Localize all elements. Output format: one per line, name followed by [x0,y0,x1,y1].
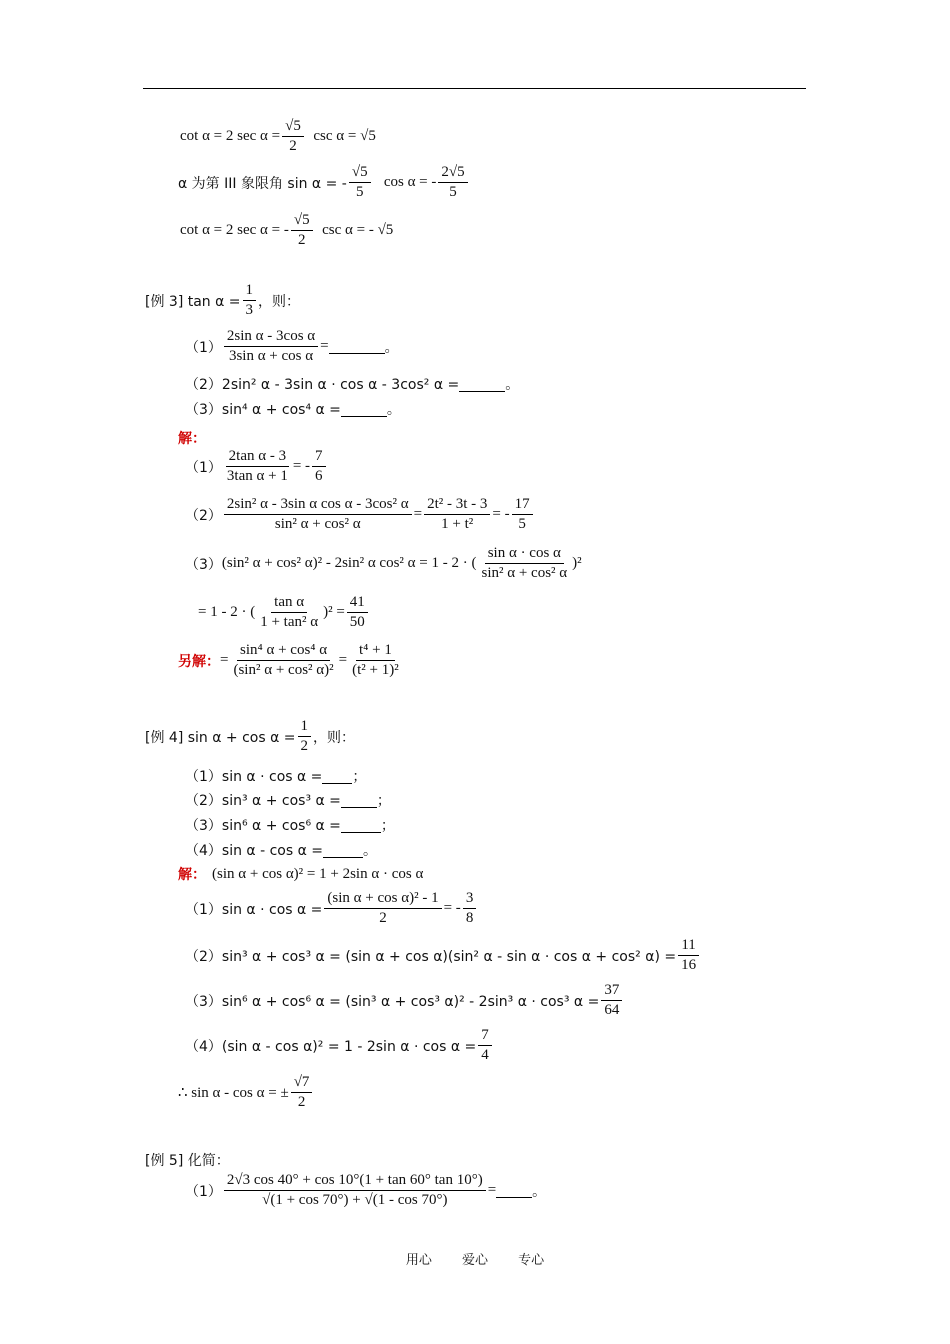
denominator: √(1 + cos 70°) + √(1 - cos 70°) [262,1192,448,1208]
example-3-solution-2 [185,496,535,533]
fraction [347,594,368,631]
text: [例 5] 化简： [145,1153,230,1169]
text: ∴ sin α - cos α = ± [178,1085,289,1101]
example-4-question-1 [185,766,366,786]
fraction [291,212,313,249]
text: = [338,652,348,668]
text: = 1 - 2 · ( [198,604,256,620]
solution-label: 解： [178,867,206,883]
answer-blank [322,769,352,784]
numerator: 1 [298,718,312,737]
text: cos α = - [372,174,437,190]
text: = [320,338,329,354]
text: [例 3] tan α = [145,293,241,310]
text: 。 [384,339,399,356]
example-4-question-4 [185,840,377,860]
example-4-solution-4 [185,1027,494,1064]
example-4-solution-intro [178,864,423,884]
denominator: 5 [518,516,526,532]
denominator: 1 + tan² α [260,614,319,630]
numerator: 7 [312,448,326,467]
text: α 为第 III 象限角 sin α = - [178,175,347,192]
example-3-heading [145,282,300,319]
numerator: 2√5 [438,164,467,183]
text: csc α = √5 [305,128,376,144]
text: （1）sin α · cos α = [185,901,323,918]
top-line-3 [180,212,393,249]
denominator: 5 [449,184,457,200]
label: （1） [185,459,222,476]
denominator: 6 [315,468,323,484]
answer-blank [459,377,505,392]
numerator: 1 [243,282,257,301]
example-3-question-1 [185,328,399,365]
text: （4）sin α - cos α = [185,843,324,859]
example-4-question-3 [185,815,395,835]
fraction [243,282,257,319]
example-3-solution-1 [185,448,328,485]
fraction [291,1074,313,1111]
numerator: 41 [347,594,368,613]
text: 。 [386,402,401,418]
text: cot α = 2 sec α = [180,128,281,144]
denominator: 5 [355,184,364,200]
denominator: 8 [465,910,474,926]
numerator: 17 [512,496,533,515]
fraction [230,642,336,679]
fraction [312,448,326,485]
numerator: sin α · cos α [485,545,564,564]
label: （1） [185,1183,222,1200]
numerator: 11 [678,937,698,956]
denominator: 2 [289,138,297,154]
denominator: 64 [604,1002,620,1018]
text: )² = [323,604,345,620]
answer-blank [341,402,387,417]
fraction [282,118,304,155]
numerator: 3 [463,890,477,909]
denominator: 2 [297,232,306,248]
fraction [224,496,412,533]
numerator: t⁴ + 1 [356,642,395,661]
text: csc α = - √5 [314,222,394,238]
denominator: 2 [300,738,309,754]
numerator: 7 [478,1027,492,1046]
numerator: 2√3 cos 40° + cos 10°(1 + tan 60° tan 10°) [224,1172,486,1191]
fraction [349,164,371,201]
fraction [257,594,321,631]
numerator: sin⁴ α + cos⁴ α [237,642,330,661]
answer-blank [341,818,381,833]
denominator: 16 [681,957,697,973]
fraction [463,890,477,927]
denominator: 50 [349,614,365,630]
numerator: √5 [291,212,313,231]
answer-blank [341,793,377,808]
example-4-solution-3 [185,982,624,1019]
fraction [478,545,570,582]
text: )² [572,555,582,571]
text: 。 [363,843,378,859]
text: 。 [532,1183,547,1200]
label: （2） [185,507,222,524]
numerator: tan α [271,594,307,613]
text: （3）sin⁶ α + cos⁶ α = (sin³ α + cos³ α)² - 2sin³ α · cos³ α = [185,993,600,1010]
answer-blank [496,1183,532,1198]
fraction [224,1172,486,1209]
label: （3） [185,556,222,573]
denominator: sin² α + cos² α [274,516,361,532]
fraction [224,448,291,485]
denominator: 1 + t² [441,516,474,532]
denominator: 3 [245,302,254,318]
numerator: 2sin² α - 3sin α cos α - 3cos² α [224,496,412,515]
text: 。 [505,377,520,393]
denominator: (sin² α + cos² α)² [233,662,334,678]
example-4-solution-2 [185,937,701,974]
example-3-solution-3 [185,545,582,582]
denominator: sin² α + cos² α [481,565,568,581]
text: (sin α + cos α)² = 1 + 2sin α · cos α [212,865,424,882]
fraction [224,328,318,365]
fraction [678,937,699,974]
top-line-1 [180,118,376,155]
text: = [487,1182,497,1198]
text: = [220,652,229,668]
example-3-solution-4 [198,594,370,631]
header-rule [143,88,806,89]
example-5-heading [145,1150,230,1170]
text: （3）sin⁶ α + cos⁶ α = [185,818,341,834]
example-3-question-2 [185,374,519,394]
example-5-question-1 [185,1172,546,1209]
text: = [413,506,423,522]
answer-blank [323,843,363,858]
example-4-question-2 [185,790,391,810]
denominator: 3tan α + 1 [226,468,288,484]
fraction [512,496,533,533]
answer-blank [329,339,385,354]
denominator: 2 [297,1094,306,1110]
denominator: 2 [379,910,387,926]
text: = - [292,458,311,474]
text: (sin² α + cos² α)² - 2sin² α cos² α = 1 - 2 · ( [221,555,477,571]
numerator: 2sin α - 3cos α [224,328,318,347]
alt-solution-label: 另解： [178,653,220,670]
fraction [478,1027,492,1064]
label: （1） [185,339,222,356]
fraction [438,164,467,201]
solution-label: 解： [178,431,206,447]
text: cot α = 2 sec α = - [180,222,289,238]
numerator: 2t² - 3t - 3 [424,496,490,515]
text: （2）sin³ α + cos³ α = [185,793,341,809]
fraction [349,642,402,679]
denominator: 4 [481,1047,489,1063]
example-4-heading [145,718,355,755]
text: （2）sin³ α + cos³ α = (sin α + cos α)(sin² α - sin α · cos α + cos² α) = [185,948,677,965]
text: （1）sin α · cos α = [185,769,323,785]
fraction [298,718,312,755]
numerator: √5 [349,164,371,183]
text: = - [492,506,510,522]
top-line-2 [178,164,470,201]
text: ； [352,769,367,785]
page-footer: 用心 爱心 专心 [405,1253,545,1268]
text: ，则： [313,729,356,746]
example-4-conclusion [178,1074,314,1111]
example-4-solution-1 [185,890,478,927]
text: （4）(sin α - cos α)² = 1 - 2sin α · cos α = [185,1038,477,1055]
text: ，则： [258,293,301,310]
numerator: (sin α + cos α)² - 1 [324,890,441,909]
text: ； [380,818,395,834]
numerator: √5 [282,118,304,137]
text: [例 4] sin α + cos α = [145,729,296,746]
numerator: 2tan α - 3 [226,448,289,467]
example-3-solution-label [178,428,206,448]
numerator: 37 [601,982,622,1001]
example-3-alternative [178,642,404,679]
denominator: 3sin α + cos α [228,348,314,364]
fraction [424,496,490,533]
text: （3）sin⁴ α + cos⁴ α = [185,402,341,418]
numerator: √7 [291,1074,313,1093]
example-3-question-3 [185,399,401,419]
text: = - [443,900,461,916]
denominator: (t² + 1)² [352,662,399,678]
fraction [601,982,622,1019]
text: ； [376,793,391,809]
fraction [324,890,441,927]
text: （2）2sin² α - 3sin α · cos α - 3cos² α = [185,377,460,393]
